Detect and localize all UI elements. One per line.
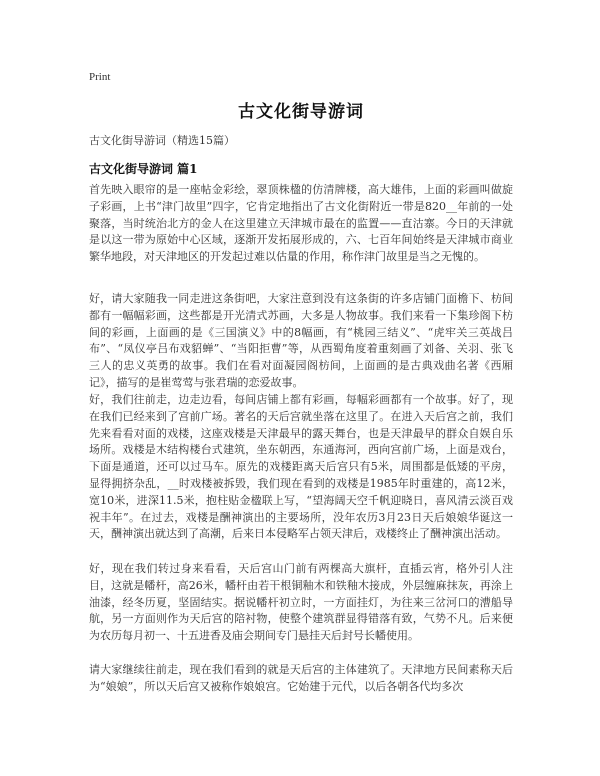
paragraph-4: 好，现在我们转过身来看看，天后宫山门前有两棵高大旗杆，直插云宵，格外引人注目，这就是幡杆，高26米，幡杆由若干根铜釉木和铁釉木接成，外层缠麻抹灰，再涂上油漆，经冬历夏，坚固结实。据说幡杆初立时，一方面挂灯，为往来三岔河口的漕船导航，另一方面则作为天后宫的陪衬物，使整个建筑群显得错落有致，气势不凡。后来便为农历每月初一、十五进香及庙会期间专门悬挂天后封号长幡使用。 xyxy=(89,562,513,643)
paragraph-3: 好，我们往前走，边走边看，每间店铺上都有彩画，每幅彩画都有一个故事。好了，现在我们已经来到了宫前广场。著名的天后宫就坐落在这里了。在进入天后宫之前，我们先来看看对面的戏楼，这座戏楼是天津最早的露天舞台，也是天津最早的群众自娱自乐场所。戏楼是木结构楼台式建筑，坐东朝西，东通海河，西向宫前广场，上面是戏台，下面是通道，还可以过马车。原先的戏楼距离天后宫只有5米，周围都是低矮的平房，显得拥挤杂乱，__时戏楼被拆毁，我们现在看到的戏楼是1985年时重建的，高12米，宽10米，进深11.5米，抱柱贴金楹联上写，“望海阔天空千帆迎晓日，喜风清云淡百戏祝丰年”。在过去，戏楼是酬神演出的主要场所，没年农历3月23日天后娘娘华诞这一天，酬神演出就达到了高潮，后来日本侵略军占领天津后，戏楼终止了酬神演出活动。 xyxy=(89,393,513,541)
document-title: 古文化街导游词 xyxy=(238,102,364,122)
paragraph-1: 首先映入眼帘的是一座帖金彩绘，翠顶株楹的仿清牌楼，高大雄伟，上面的彩画叫做旋子彩画，上书“津门故里”四字，它肯定地指出了古文化街附近一带是820__年前的一处聚落，当时统治北方的金人在这里建立天津城市最在的监置——直沽寨。今日的天津就是以这一带为原始中心区域，逐渐开发拓展形成的，六、七百年间始终是天津城市商业繁华地段，对天津地区的开发起过难以估量的作用，称作津门故里是当之无愧的。 xyxy=(89,183,513,264)
section-heading: 古文化街导游词 篇1 xyxy=(89,162,198,176)
print-label[interactable]: Print xyxy=(89,71,111,83)
paragraph-5: 请大家继续往前走，现在我们看到的就是天后宫的主体建筑了。天津地方民间素称天后为“娘娘”，所以天后宫又被称作娘娘宫。它始建于元代，以后各朝各代均多次 xyxy=(89,663,513,693)
paragraph-2: 好，请大家随我一同走进这条街吧，大家注意到没有这条街的许多店铺门面檐下、枋间都有一幅幅彩画，这些都是开光清式苏画，大多是人物故事。我们来看一下集珍阁下枋间的彩画，上面画的是《三国演义》中的8幅画，有“桃园三结义”、“虎牢关三英战吕布”、“凤仪亭吕布戏貂蝉”、“当阳拒曹”等，从西蜀角度着重刻画了刘备、关羽、张飞三人的忠义英勇的故事。我们在看对面凝园阁枋间，上面画的是古典戏曲名著《西厢记》，描写的是崔莺莺与张君瑞的恋爱故事。 xyxy=(89,292,513,389)
document-subtitle: 古文化街导游词（精选15篇） xyxy=(89,134,235,147)
